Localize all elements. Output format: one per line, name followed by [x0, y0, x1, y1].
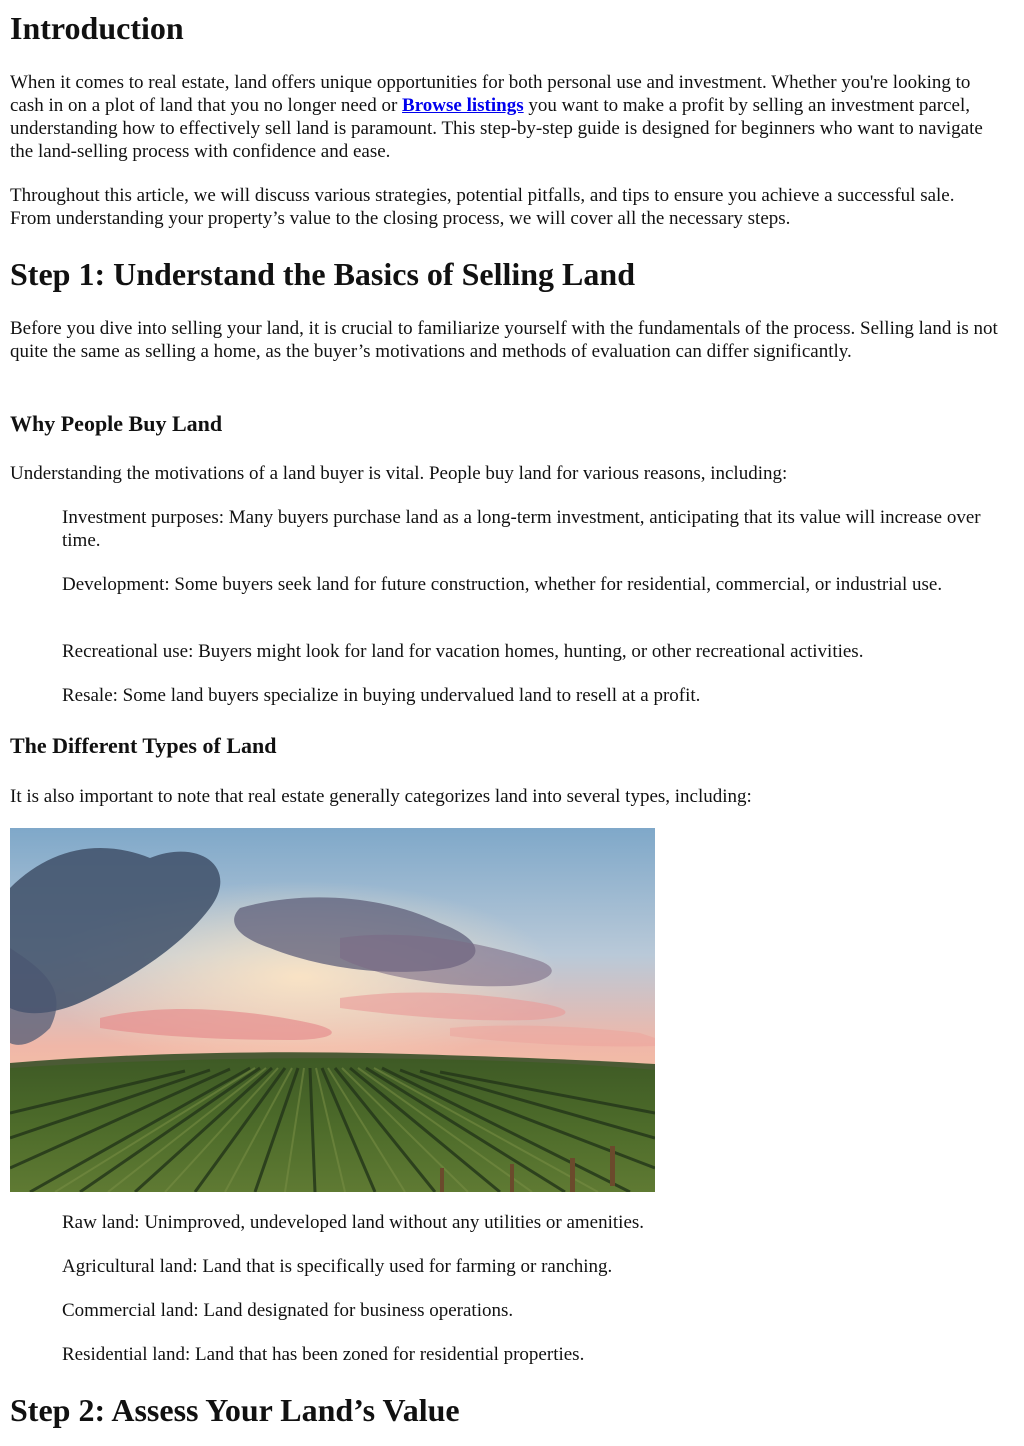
intro-p1-text-before: When it comes to real estate, land offers unique opportunities for both personal use and investment. Whether you're looking to cash in on a plot of land that you no longer need or	[10, 72, 971, 116]
heading-step-2: Step 2: Assess Your Land’s Value	[10, 1392, 460, 1428]
types-intro-paragraph: It is also important to note that real estate generally categorizes land into several types, including:	[10, 786, 752, 807]
list-item-agricultural-land: Agricultural land: Land that is specifically used for farming or ranching.	[62, 1256, 613, 1277]
intro-p1-text-after: you want to make a profit by selling an investment parcel, understanding how to effectively sell land is paramount. This step-by-step guide is designed for beginners who want to navigate the land-selling process with confidence and ease.	[10, 95, 983, 162]
browse-listings-link[interactable]: Browse listings	[402, 95, 524, 116]
heading-types-of-land: The Different Types of Land	[10, 733, 277, 758]
intro-paragraph-1	[10, 71, 1000, 163]
list-item-residential-land: Residential land: Land that has been zoned for residential properties.	[62, 1344, 585, 1365]
vineyard-sunset-image	[10, 828, 655, 1192]
list-item-recreational: Recreational use: Buyers might look for land for vacation homes, hunting, or other recreational activities.	[62, 641, 864, 662]
why-intro-paragraph: Understanding the motivations of a land buyer is vital. People buy land for various reasons, including:	[10, 463, 788, 484]
intro-paragraph-2: Throughout this article, we will discuss various strategies, potential pitfalls, and tips to ensure you achieve a successful sale. From understanding your property’s value to the closing process, we will cover all the necessary steps.	[10, 185, 955, 229]
list-item-raw-land: Raw land: Unimproved, undeveloped land without any utilities or amenities.	[62, 1212, 645, 1233]
list-item-investment: Investment purposes: Many buyers purchase land as a long-term investment, anticipating that its value will increase over time.	[62, 507, 981, 551]
heading-step-1: Step 1: Understand the Basics of Selling Land	[10, 256, 635, 292]
step1-paragraph: Before you dive into selling your land, it is crucial to familiarize yourself with the fundamentals of the process. Selling land is not quite the same as selling a home, as the buyer’s motivations and methods of evaluation can differ significantly.	[10, 318, 998, 362]
list-item-resale: Resale: Some land buyers specialize in buying undervalued land to resell at a profit.	[62, 685, 701, 706]
list-item-commercial-land: Commercial land: Land designated for business operations.	[62, 1300, 514, 1321]
list-item-development: Development: Some buyers seek land for future construction, whether for residential, commercial, or industrial use.	[62, 574, 943, 595]
heading-introduction: Introduction	[10, 10, 184, 46]
heading-why-people-buy-land: Why People Buy Land	[10, 411, 223, 436]
